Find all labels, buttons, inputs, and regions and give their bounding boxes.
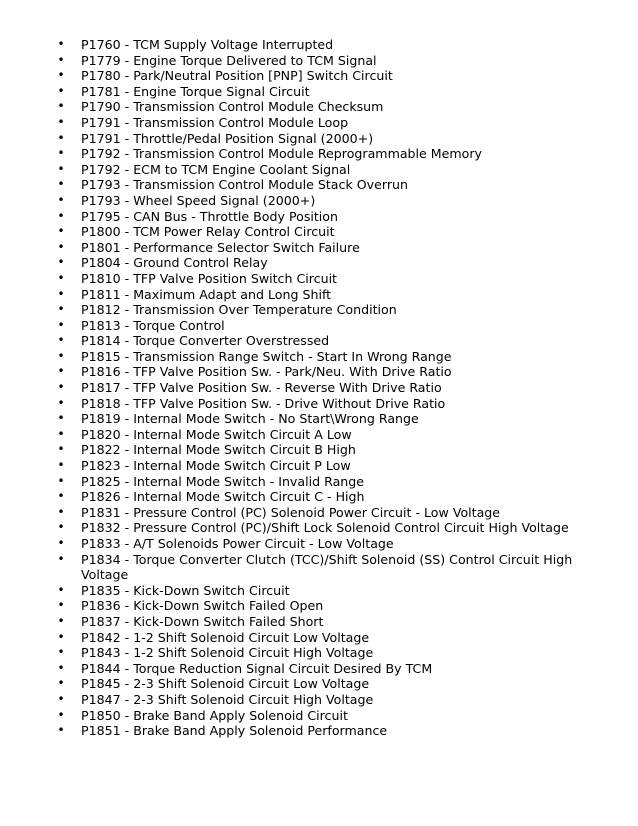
bullet-icon: • xyxy=(57,380,65,395)
diagnostic-code-text: P1837 - Kick-Down Switch Failed Short xyxy=(81,613,324,629)
bullet-icon: • xyxy=(57,551,65,566)
bullet-icon: • xyxy=(57,130,65,145)
bullet-icon: • xyxy=(57,504,65,519)
list-item xyxy=(56,302,616,318)
bullet-icon: • xyxy=(57,691,65,706)
diagnostic-code-text: P1826 - Internal Mode Switch Circuit C - High xyxy=(81,489,365,505)
diagnostic-code-text: P1815 - Transmission Range Switch - Start In Wrong Range xyxy=(81,348,452,364)
bullet-icon: • xyxy=(57,520,65,535)
bullet-icon: • xyxy=(57,395,65,410)
list-item xyxy=(56,193,616,209)
bullet-icon: • xyxy=(57,676,65,691)
list-item xyxy=(56,146,616,162)
bullet-icon: • xyxy=(57,177,65,192)
list-item xyxy=(56,708,616,724)
bullet-icon: • xyxy=(57,458,65,473)
bullet-icon: • xyxy=(57,598,65,613)
diagnostic-code-text: P1822 - Internal Mode Switch Circuit B High xyxy=(81,442,356,458)
diagnostic-code-text: P1790 - Transmission Control Module Checksum xyxy=(81,99,384,115)
bullet-icon: • xyxy=(57,489,65,504)
diagnostic-code-text: P1795 - CAN Bus - Throttle Body Position xyxy=(81,208,338,224)
diagnostic-code-text: P1760 - TCM Supply Voltage Interrupted xyxy=(81,37,334,52)
list-item xyxy=(56,380,616,396)
list-item xyxy=(56,209,616,225)
diagnostic-code-text: P1819 - Internal Mode Switch - No Start\Wrong Range xyxy=(81,411,419,427)
bullet-icon: • xyxy=(57,723,65,738)
list-item xyxy=(56,255,616,271)
list-item xyxy=(56,692,616,708)
list-item xyxy=(56,115,616,131)
list-item xyxy=(56,536,616,552)
diagnostic-code-text: P1780 - Park/Neutral Position [PNP] Switch Circuit xyxy=(81,68,393,84)
bullet-icon: • xyxy=(57,707,65,722)
bullet-icon: • xyxy=(57,348,65,363)
diagnostic-code-text: P1835 - Kick-Down Switch Circuit xyxy=(81,582,290,598)
list-item xyxy=(56,474,616,490)
bullet-icon: • xyxy=(57,68,65,83)
list-item xyxy=(56,224,616,240)
diagnostic-code-text: P1793 - Wheel Speed Signal (2000+) xyxy=(81,192,316,208)
list-item xyxy=(56,583,616,599)
bullet-icon: • xyxy=(57,411,65,426)
diagnostic-code-text: P1813 - Torque Control xyxy=(81,317,225,333)
diagnostic-code-text: P1832 - Pressure Control (PC)/Shift Lock Solenoid Control Circuit High Voltage xyxy=(81,520,569,536)
bullet-icon: • xyxy=(57,613,65,628)
bullet-icon: • xyxy=(57,208,65,223)
bullet-icon: • xyxy=(57,660,65,675)
diagnostic-code-text: P1850 - Brake Band Apply Solenoid Circuit xyxy=(81,707,348,723)
list-item xyxy=(56,162,616,178)
diagnostic-code-text: P1820 - Internal Mode Switch Circuit A Low xyxy=(81,426,352,442)
bullet-icon: • xyxy=(57,146,65,161)
diagnostic-code-text: P1833 - A/T Solenoids Power Circuit - Low Voltage xyxy=(81,536,394,551)
bullet-icon: • xyxy=(57,83,65,98)
diagnostic-code-text: P1818 - TFP Valve Position Sw. - Drive Without Drive Ratio xyxy=(81,395,446,411)
bullet-icon: • xyxy=(57,317,65,332)
diagnostic-code-text: P1834 - Torque Converter Clutch (TCC)/Shift Solenoid (SS) Control Circuit High Voltage xyxy=(81,551,573,583)
diagnostic-code-text: P1792 - Transmission Control Module Reprogrammable Memory xyxy=(81,146,483,162)
diagnostic-code-text: P1793 - Transmission Control Module Stack Overrun xyxy=(81,177,408,193)
list-item xyxy=(56,630,616,646)
list-item xyxy=(56,68,616,84)
list-item xyxy=(56,661,616,677)
diagnostic-code-text: P1810 - TFP Valve Position Switch Circuit xyxy=(81,270,338,286)
bullet-icon: • xyxy=(57,536,65,550)
list-item xyxy=(56,271,616,287)
bullet-icon: • xyxy=(57,286,65,301)
list-item xyxy=(56,333,616,349)
diagnostic-code-text: P1800 - TCM Power Relay Control Circuit xyxy=(81,224,335,240)
diagnostic-code-text: P1823 - Internal Mode Switch Circuit P Low xyxy=(81,458,351,474)
list-item xyxy=(56,505,616,521)
list-item xyxy=(56,131,616,147)
diagnostic-code-text: P1791 - Throttle/Pedal Position Signal (2000+) xyxy=(81,130,374,146)
list-item xyxy=(56,318,616,334)
list-item xyxy=(56,442,616,458)
list-item xyxy=(56,645,616,661)
diagnostic-code-list xyxy=(56,37,616,739)
bullet-icon: • xyxy=(57,333,65,348)
list-item xyxy=(56,520,616,536)
bullet-icon: • xyxy=(57,629,65,644)
diagnostic-code-text: P1845 - 2-3 Shift Solenoid Circuit Low Voltage xyxy=(81,676,370,692)
diagnostic-code-text: P1791 - Transmission Control Module Loop xyxy=(81,114,349,130)
diagnostic-code-text: P1801 - Performance Selector Switch Failure xyxy=(81,239,360,255)
list-item xyxy=(56,99,616,115)
bullet-icon: • xyxy=(57,582,65,597)
bullet-icon: • xyxy=(57,99,65,114)
diagnostic-code-text: P1781 - Engine Torque Signal Circuit xyxy=(81,83,310,99)
diagnostic-code-text: P1831 - Pressure Control (PC) Solenoid Power Circuit - Low Voltage xyxy=(81,504,501,520)
bullet-icon: • xyxy=(57,442,65,457)
list-item xyxy=(56,364,616,380)
bullet-icon: • xyxy=(57,270,65,285)
list-item xyxy=(56,396,616,412)
list-item xyxy=(56,489,616,505)
list-item xyxy=(56,723,616,739)
list-item xyxy=(56,411,616,427)
diagnostic-code-text: P1814 - Torque Converter Overstressed xyxy=(81,333,330,349)
diagnostic-code-text: P1825 - Internal Mode Switch - Invalid Range xyxy=(81,473,365,489)
bullet-icon: • xyxy=(57,239,65,254)
list-item xyxy=(56,349,616,365)
bullet-icon: • xyxy=(57,473,65,488)
bullet-icon: • xyxy=(57,161,65,176)
list-item xyxy=(56,598,616,614)
list-item xyxy=(56,84,616,100)
diagnostic-code-text: P1851 - Brake Band Apply Solenoid Performance xyxy=(81,723,388,739)
list-item xyxy=(56,53,616,69)
diagnostic-code-text: P1836 - Kick-Down Switch Failed Open xyxy=(81,598,324,614)
list-item xyxy=(56,287,616,303)
bullet-icon: • xyxy=(57,645,65,660)
diagnostic-code-text: P1817 - TFP Valve Position Sw. - Reverse With Drive Ratio xyxy=(81,380,442,396)
bullet-icon: • xyxy=(57,52,65,67)
diagnostic-code-text: P1804 - Ground Control Relay xyxy=(81,255,268,271)
list-item xyxy=(56,614,616,630)
bullet-icon: • xyxy=(57,114,65,129)
diagnostic-code-text: P1847 - 2-3 Shift Solenoid Circuit High Voltage xyxy=(81,691,374,707)
list-item xyxy=(56,240,616,256)
list-item xyxy=(56,552,616,583)
diagnostic-code-text: P1842 - 1-2 Shift Solenoid Circuit Low Voltage xyxy=(81,629,370,645)
bullet-icon: • xyxy=(57,224,65,239)
bullet-icon: • xyxy=(57,255,65,270)
list-item xyxy=(56,427,616,443)
diagnostic-code-text: P1844 - Torque Reduction Signal Circuit Desired By TCM xyxy=(81,660,433,676)
bullet-icon: • xyxy=(57,37,65,51)
list-item xyxy=(56,177,616,193)
bullet-icon: • xyxy=(57,364,65,379)
diagnostic-code-text: P1816 - TFP Valve Position Sw. - Park/Neu. With Drive Ratio xyxy=(81,364,452,380)
bullet-icon: • xyxy=(57,302,65,317)
diagnostic-code-text: P1792 - ECM to TCM Engine Coolant Signal xyxy=(81,161,351,177)
diagnostic-code-text: P1811 - Maximum Adapt and Long Shift xyxy=(81,286,332,302)
bullet-icon: • xyxy=(57,426,65,441)
diagnostic-code-text: P1779 - Engine Torque Delivered to TCM Signal xyxy=(81,52,377,68)
diagnostic-code-text: P1843 - 1-2 Shift Solenoid Circuit High Voltage xyxy=(81,645,374,661)
diagnostic-code-text: P1812 - Transmission Over Temperature Condition xyxy=(81,302,397,318)
list-item xyxy=(56,37,616,53)
list-item xyxy=(56,676,616,692)
list-item xyxy=(56,458,616,474)
bullet-icon: • xyxy=(57,192,65,207)
